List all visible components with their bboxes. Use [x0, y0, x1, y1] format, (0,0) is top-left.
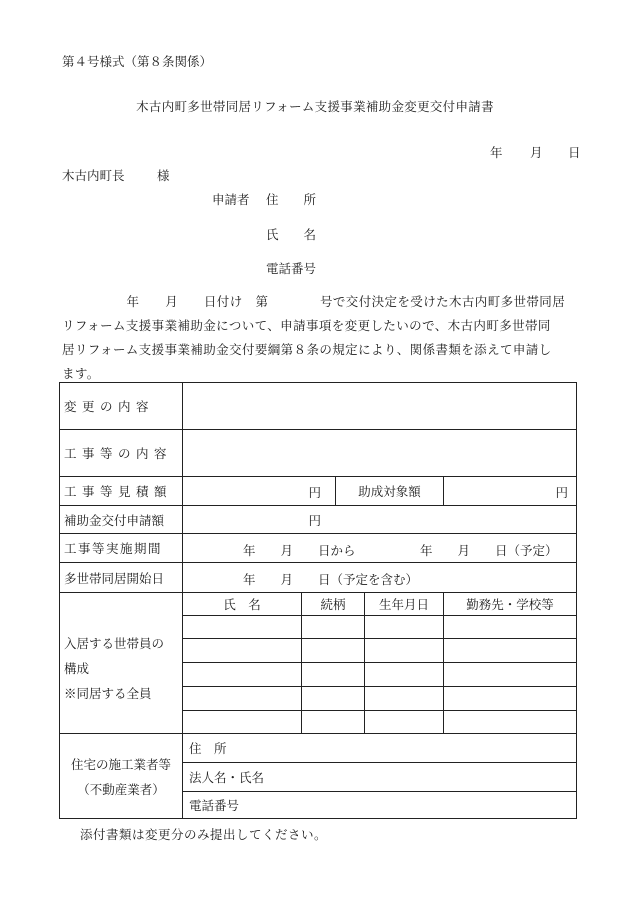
contractor-label-line-2: （不動産業者）: [77, 782, 165, 797]
date-day-label: 日: [568, 145, 581, 160]
subsidy-target-unit: 円: [555, 484, 568, 500]
change-content-field[interactable]: [184, 384, 575, 428]
member-header-birthdate: 生年月日: [378, 597, 429, 612]
estimate-unit: 円: [308, 484, 321, 500]
subsidy-target-label: 助成対象額: [358, 484, 421, 499]
work-content-field[interactable]: [184, 431, 575, 475]
period-start: 年 月 日から: [243, 543, 356, 558]
addressee-honorific: 様: [157, 168, 170, 183]
contractor-label-line-1: 住宅の施工業者等: [70, 757, 171, 772]
estimate-field[interactable]: [184, 478, 335, 505]
member-header-relation: 続柄: [320, 597, 346, 612]
change-content-label: 変更の内容: [64, 399, 155, 414]
member-header-name: 氏 名: [223, 597, 261, 612]
statement-line-1: 年 月 日付け 第 号で交付決定を受けた木古内町多世帯同居: [62, 294, 566, 309]
document-title: 木古内町多世帯同居リフォーム支援事業補助金変更交付申請書: [136, 99, 494, 114]
date-month-label: 月: [530, 145, 543, 160]
addressee-name: 木古内町長: [62, 168, 125, 183]
date-year-label: 年: [490, 145, 503, 160]
subsidy-target-field[interactable]: [444, 478, 576, 505]
applicant-phone-label: 電話番号: [266, 261, 317, 276]
applicant-label: 申請者: [212, 192, 250, 207]
cohabit-start-label: 多世帯同居開始日: [64, 570, 165, 586]
members-label-line-3: ※同居する全員: [64, 686, 152, 701]
members-label-line-2: 構成: [64, 661, 90, 676]
footer-note: 添付書類は変更分のみ提出してください。: [80, 827, 328, 842]
statement-line-4: ます。: [62, 366, 100, 381]
period-label: 工事等実施期間: [64, 541, 163, 556]
statement-line-2: リフォーム支援事業補助金について、申請事項を変更したいので、木古内町多世帯同: [62, 318, 551, 333]
period-end: 年 月 日（予定）: [420, 543, 558, 558]
subsidy-request-unit: 円: [308, 512, 321, 528]
contractor-phone-label: 電話番号: [189, 798, 240, 813]
contractor-name-label: 法人名・氏名: [189, 770, 265, 785]
work-content-label: 工事等の内容: [64, 446, 173, 461]
cohabit-start-value: 年 月 日（予定を含む）: [243, 572, 419, 587]
subsidy-request-label: 補助金交付申請額: [64, 512, 165, 528]
subsidy-request-field[interactable]: [184, 506, 335, 533]
applicant-address-label: 住 所: [266, 192, 317, 207]
statement-line-3: 居リフォーム支援事業補助金交付要綱第８条の規定により、関係書類を添えて申請し: [62, 342, 552, 357]
estimate-label: 工事等見積額: [64, 484, 173, 499]
member-header-workplace: 勤務先・学校等: [466, 597, 554, 612]
contractor-label: [60, 752, 182, 802]
contractor-address-label: 住 所: [189, 741, 227, 756]
members-label: [64, 631, 164, 706]
members-label-line-1: 入居する世帯員の: [64, 636, 165, 651]
form-number: 第４号様式（第８条関係）: [62, 54, 213, 69]
applicant-name-label: 氏 名: [266, 227, 317, 242]
